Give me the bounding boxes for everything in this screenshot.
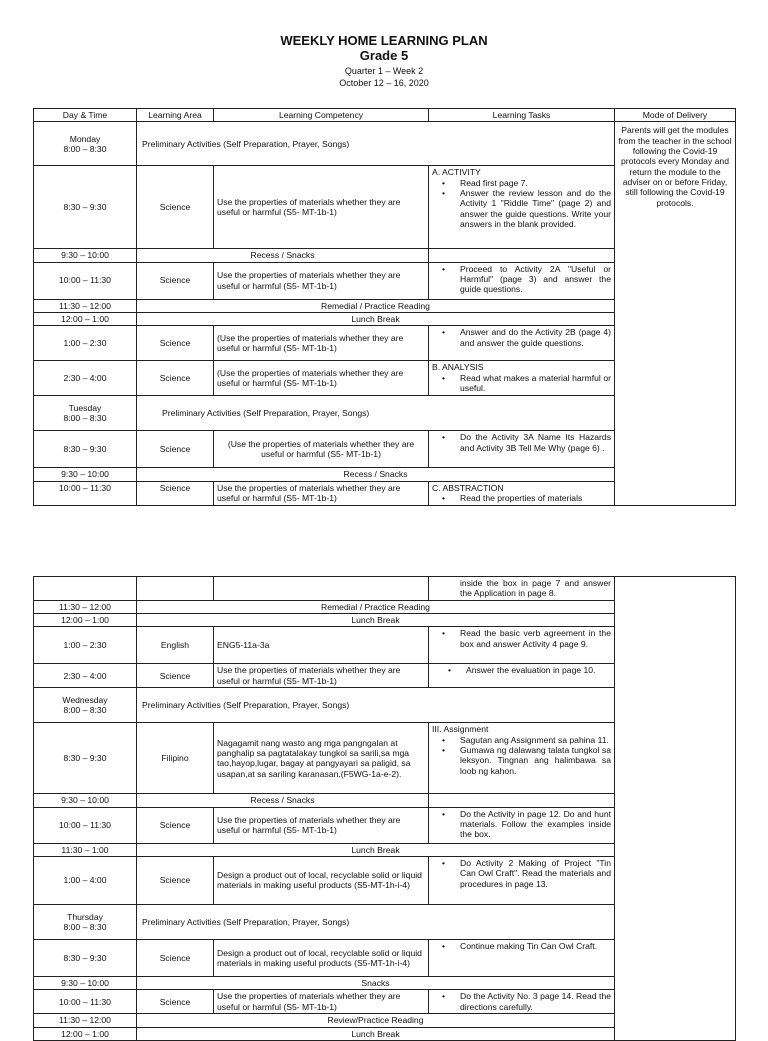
- time-cell: 1:00 – 4:00: [34, 856, 137, 904]
- col-learning-area: Learning Area: [137, 109, 214, 122]
- time-cell: 10:00 – 11:30: [34, 990, 137, 1014]
- competency-cell: Design a product out of local, recyclable solid or liquid materials in making useful products (S5-MT-1h-i-4): [214, 856, 429, 904]
- tasks-cell: [429, 807, 615, 843]
- time-cell: 9:30 – 10:00: [34, 794, 137, 807]
- prelim-cell: Preliminary Activities (Self Preparation, Prayer, Songs): [137, 688, 615, 723]
- time-cell: 2:30 – 4:00: [34, 361, 137, 396]
- tasks-cell: [429, 723, 615, 794]
- prelim-cell: Preliminary Activities (Self Preparation, Prayer, Songs): [137, 904, 615, 939]
- time-cell: 11:30 – 12:00: [34, 299, 137, 312]
- area-cell: Science: [137, 326, 214, 361]
- col-learning-competency: Learning Competency: [214, 109, 429, 122]
- task-item: • Do Activity 2 Making of Project "Tin Can Owl Craft". Read the materials and procedures in page 13.: [460, 858, 611, 889]
- time-cell: 2:30 – 4:00: [34, 664, 137, 688]
- empty-cell: [214, 577, 429, 601]
- competency-cell: (Use the properties of materials whether they are useful or harmful (S5- MT-1b-1): [214, 326, 429, 361]
- break-cell: Recess / Snacks: [137, 794, 429, 807]
- task-item: • Read first page 7.: [460, 178, 611, 188]
- time-cell: 12:00 – 1:00: [34, 312, 137, 325]
- time-cell: 12:00 – 1:00: [34, 613, 137, 626]
- time-label: 8:00 – 8:30: [63, 705, 107, 716]
- col-mode-of-delivery: Mode of Delivery: [615, 109, 736, 122]
- task-item: • Read what makes a material harmful or useful.: [460, 373, 611, 394]
- time-label: 8:00 – 8:30: [63, 921, 107, 932]
- break-cell: Recess / Snacks: [137, 249, 429, 262]
- tasks-cell: [429, 262, 615, 299]
- time-cell: 9:30 – 10:00: [34, 468, 137, 481]
- competency-cell: Nagagamit nang wasto ang mga pangngalan at panghalip sa pagtatalakay tungkol sa sarili,sa mga tao,hayop,lugar, bagay at pangyayari sa paligid, sa usapan,at sa sariling karanasan.(F5WG-1a-e-2).: [214, 723, 429, 794]
- date-range: October 12 – 16, 2020: [339, 78, 429, 88]
- day-label: Thursday: [67, 911, 103, 922]
- area-cell: Science: [137, 664, 214, 688]
- task-item: • Do the Activity No. 3 page 14. Read the directions carefully.: [460, 991, 611, 1012]
- task-item: • Read the properties of materials: [460, 493, 611, 503]
- time-cell: 10:00 – 11:30: [34, 807, 137, 843]
- task-item: • Answer and do the Activity 2B (page 4) and answer the guide questions.: [460, 327, 611, 348]
- empty-cell: [34, 577, 137, 601]
- tasks-cell: [429, 326, 615, 361]
- break-cell: Snacks: [137, 976, 615, 989]
- day-label: Wednesday: [62, 694, 108, 705]
- area-cell: Science: [137, 481, 214, 505]
- task-item: • Read the basic verb agreement in the box and answer Activity 4 page 9.: [460, 628, 611, 649]
- time-cell: 11:30 – 12:00: [34, 1014, 137, 1027]
- break-cell: Recess / Snacks: [137, 468, 615, 481]
- area-cell: Science: [137, 856, 214, 904]
- day-time-cell: [34, 904, 137, 939]
- area-cell: Science: [137, 939, 214, 976]
- time-cell: 10:00 – 11:30: [34, 481, 137, 505]
- area-cell: Science: [137, 807, 214, 843]
- tasks-cell: [429, 664, 615, 688]
- prelim-cell: Preliminary Activities (Self Preparation, Prayer, Songs): [137, 122, 615, 166]
- competency-cell: (Use the properties of materials whether they are useful or harmful (S5- MT-1b-1): [214, 431, 429, 468]
- day-time-cell: [34, 396, 137, 431]
- empty-cell: [429, 249, 615, 262]
- time-cell: 11:30 – 1:00: [34, 843, 137, 856]
- col-day-time: Day & Time: [34, 109, 137, 122]
- task-item: • Answer the review lesson and do the Activity 1 "Riddle Time" (page 2) and answer the guide questions. Write your answers in the blank provided.: [460, 188, 611, 229]
- area-cell: Science: [137, 431, 214, 468]
- mode-of-delivery-cell: Parents will get the modules from the teacher in the school following the Covid-19 protocols every Monday and return the module to the adviser on or before Friday, still following the Covid-19 protocols.: [615, 122, 736, 505]
- task-heading: A. ACTIVITY: [432, 167, 481, 178]
- time-cell: 1:00 – 2:30: [34, 326, 137, 361]
- competency-cell: Use the properties of materials whether they are useful or harmful (S5- MT-1b-1): [214, 664, 429, 688]
- plan-table-page-1: [33, 108, 736, 506]
- mode-of-delivery-cell: [615, 577, 736, 1041]
- time-label: 8:00 – 8:30: [63, 413, 107, 424]
- tasks-cell: [429, 627, 615, 664]
- empty-cell: [429, 794, 615, 807]
- competency-cell: Use the properties of materials whether they are useful or harmful (S5- MT-1b-1): [214, 262, 429, 299]
- day-label: Monday: [69, 133, 101, 144]
- task-item: • Proceed to Activity 2A "Useful or Harmful" (page 3) and answer the guide questions.: [460, 264, 611, 295]
- tasks-cell: [429, 166, 615, 249]
- break-cell: Lunch Break: [137, 1027, 615, 1040]
- competency-cell: Design a product out of local, recyclable solid or liquid materials in making useful products (S5-MT-1h-i-4): [214, 939, 429, 976]
- table-header-row: [34, 109, 736, 122]
- task-continuation: inside the box in page 7 and answer the Application in page 8.: [460, 578, 611, 599]
- time-cell: 8:30 – 9:30: [34, 723, 137, 794]
- page-title: WEEKLY HOME LEARNING PLAN: [280, 33, 488, 48]
- time-cell: 10:00 – 11:30: [34, 262, 137, 299]
- area-cell: Science: [137, 990, 214, 1014]
- competency-cell: Use the properties of materials whether they are useful or harmful (S5- MT-1b-1): [214, 807, 429, 843]
- tasks-cell: [429, 939, 615, 976]
- task-item: • Do the Activity 3A Name Its Hazards and Activity 3B Tell Me Why (page 6) .: [460, 432, 611, 453]
- area-cell: English: [137, 627, 214, 664]
- table-row: [34, 122, 736, 166]
- area-cell: Science: [137, 166, 214, 249]
- break-cell: Lunch Break: [137, 843, 615, 856]
- break-cell: Review/Practice Reading: [137, 1014, 615, 1027]
- tasks-cell: [429, 431, 615, 468]
- grade-label: Grade 5: [359, 48, 409, 63]
- time-cell: 8:30 – 9:30: [34, 431, 137, 468]
- time-cell: 8:30 – 9:30: [34, 939, 137, 976]
- break-cell: Remedial / Practice Reading: [137, 299, 615, 312]
- break-cell: Lunch Break: [137, 613, 615, 626]
- time-cell: 9:30 – 10:00: [34, 249, 137, 262]
- task-item: • Gumawa ng dalawang talata tungkol sa leksyon. Tingnan ang halimbawa sa loob ng kahon.: [460, 745, 611, 776]
- break-cell: Remedial / Practice Reading: [137, 600, 615, 613]
- time-cell: 12:00 – 1:00: [34, 1027, 137, 1040]
- quarter-label: Quarter 1 – Week 2: [344, 66, 424, 76]
- tasks-cell: [429, 856, 615, 904]
- competency-cell: (Use the properties of materials whether they are useful or harmful (S5- MT-1b-1): [214, 361, 429, 396]
- area-cell: Filipino: [137, 723, 214, 794]
- empty-cell: [137, 577, 214, 601]
- day-label: Tuesday: [68, 402, 102, 413]
- table-row: [34, 577, 736, 601]
- task-item: • Do the Activity in page 12. Do and hunt materials. Follow the examples inside the box.: [460, 809, 611, 840]
- area-cell: Science: [137, 262, 214, 299]
- time-cell: 1:00 – 2:30: [34, 627, 137, 664]
- time-cell: 9:30 – 10:00: [34, 976, 137, 989]
- col-learning-tasks: Learning Tasks: [429, 109, 615, 122]
- plan-table-page-2: [33, 576, 736, 1041]
- tasks-cell: [429, 481, 615, 505]
- task-item: • Sagutan ang Assignment sa pahina 11.: [460, 735, 611, 745]
- task-item: • Answer the evaluation in page 10.: [466, 665, 611, 675]
- time-label: 8:00 – 8:30: [63, 143, 107, 154]
- task-heading: C. ABSTRACTION: [432, 482, 504, 493]
- time-cell: 11:30 – 12:00: [34, 600, 137, 613]
- time-cell: 8:30 – 9:30: [34, 166, 137, 249]
- competency-cell: Use the properties of materials whether they are useful or harmful (S5- MT-1b-1): [214, 481, 429, 505]
- tasks-cell: [429, 577, 615, 601]
- prelim-cell: Preliminary Activities (Self Preparation, Prayer, Songs): [137, 396, 615, 431]
- tasks-cell: [429, 361, 615, 396]
- competency-cell: ENG5-11a-3a: [214, 627, 429, 664]
- task-item: • Continue making Tin Can Owl Craft.: [460, 941, 611, 951]
- day-time-cell: [34, 122, 137, 166]
- competency-cell: Use the properties of materials whether they are useful or harmful (S5- MT-1b-1): [214, 990, 429, 1014]
- task-heading: B. ANALYSIS: [432, 362, 484, 373]
- area-cell: Science: [137, 361, 214, 396]
- tasks-cell: [429, 990, 615, 1014]
- day-time-cell: [34, 688, 137, 723]
- competency-cell: Use the properties of materials whether they are useful or harmful (S5- MT-1b-1): [214, 166, 429, 249]
- task-heading: III. Assignment: [432, 724, 489, 735]
- break-cell: Lunch Break: [137, 312, 615, 325]
